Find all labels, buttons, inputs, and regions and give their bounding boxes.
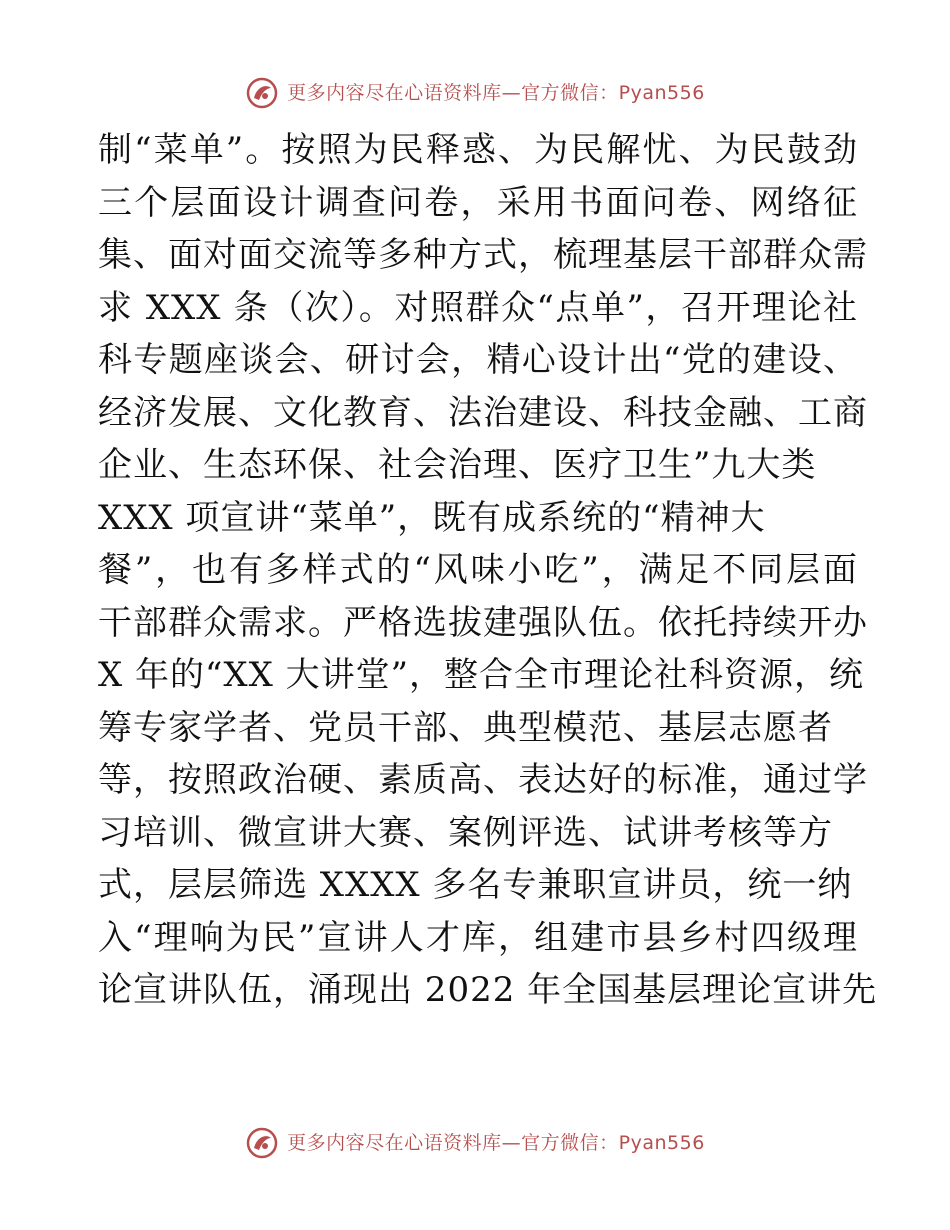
watermark-text: 更多内容尽在心语资料库—官方微信：Pyan556	[287, 1131, 705, 1154]
text-line: 三个层面设计调查问卷，采用书面问卷、网络征	[98, 182, 858, 223]
text-line: 筹专家学者、党员干部、典型模范、基层志愿者	[98, 707, 833, 748]
brand-logo-icon	[245, 1126, 279, 1160]
text-line: 经济发展、文化教育、法治建设、科技金融、工商	[98, 392, 868, 433]
text-line: 制“菜单”。按照为民释惑、为民解忧、为民鼓劲	[98, 130, 858, 170]
header-watermark	[0, 74, 950, 108]
text-line: 论宣讲队伍，涌现出 2022 年全国基层理论宣讲先	[98, 970, 878, 1010]
text-line: 集、面对面交流等多种方式，梳理基层干部群众需	[98, 235, 868, 275]
brand-logo-icon	[245, 76, 279, 110]
text-line: 式，层层筛选 XXXX 多名专兼职宣讲员，统一纳	[98, 865, 853, 905]
text-line: 等，按照政治硬、素质高、表达好的标准，通过学	[98, 760, 868, 800]
text-line: 企业、生态环保、社会治理、医疗卫生”九大类	[98, 445, 817, 485]
text-line: 入“理响为民”宣讲人才库，组建市县乡村四级理	[98, 917, 858, 958]
watermark-text: 更多内容尽在心语资料库—官方微信：Pyan556	[287, 81, 705, 104]
text-line: X 年的“XX 大讲堂”，整合全市理论社科资源，统	[98, 655, 864, 695]
text-line: XXX 项宣讲“菜单”，既有成系统的“精神大	[98, 497, 766, 538]
text-line: 科专题座谈会、研讨会，精心设计出“党的建设、	[98, 340, 858, 380]
text-line: 干部群众需求。严格选拔建强队伍。依托持续开办	[98, 602, 868, 643]
text-line: 求 XXX 条（次）。对照群众“点单”，召开理论社	[98, 287, 858, 328]
body-text	[98, 124, 878, 1017]
footer-watermark	[0, 1124, 950, 1158]
text-line: 习培训、微宣讲大赛、案例评选、试讲考核等方	[98, 812, 833, 853]
text-line: 餐”，也有多样式的“风味小吃”，满足不同层面	[98, 550, 858, 590]
